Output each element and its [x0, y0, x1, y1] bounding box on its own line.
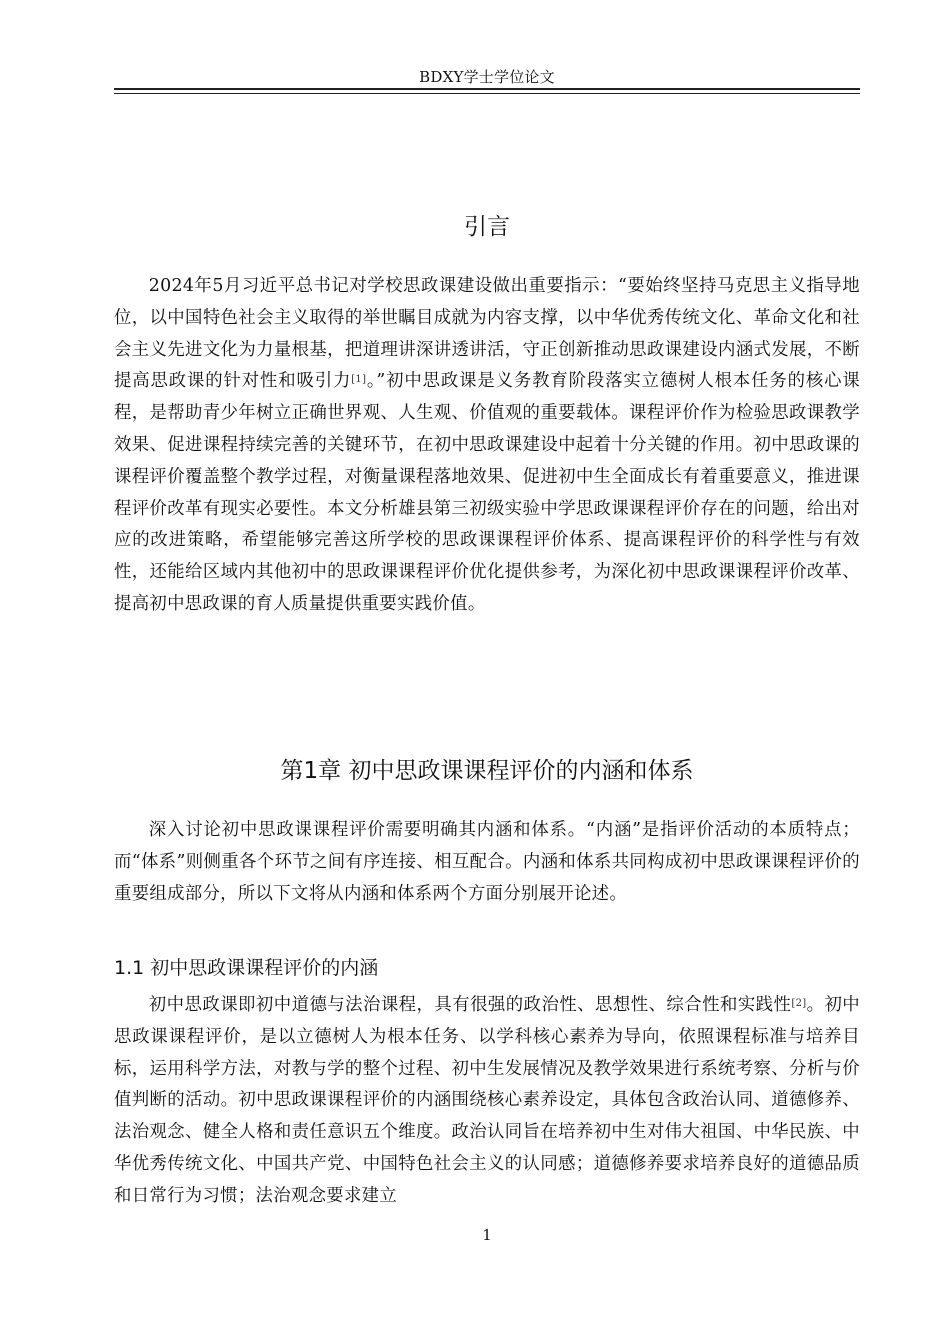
page-number: 1 — [482, 1226, 492, 1244]
intro-text-part2: 。”初中思政课是义务教育阶段落实立德树人根本任务的核心课程，是帮助青少年树立正确世界观、人生观、价值观的重要载体。课程评价作为检验思政课教学效果、促进课程持续完善的关键环节，在初中思政课建设中起着十分关键的作用。初中思政课的课程评价覆盖整个教学过程，对衡量课程落地效果、促进初中生全面成长有着重要意义，推进课程评价改革有现实必要性。本文分析雄县第三初级实验中学思政课课程评价存在的问题，给出对应的改进策略，希望能够完善这所学校的思政课课程评价体系、提高课程评价的科学性与有效性，还能给区域内其他初中的思政课课程评价优化提供参考，为深化初中思政课课程评价改革、提高初中思政课的育人质量提供重要实践价值。 — [114, 371, 861, 614]
chapter-1-paragraph: 深入讨论初中思政课课程评价需要明确其内涵和体系。“内涵”是指评价活动的本质特点；而“体系”则侧重各个环节之间有序连接、相互配合。内涵和体系共同构成初中思政课课程评价的重要组成部分，所以下文将从内涵和体系两个方面分别展开论述。 — [114, 820, 860, 904]
chapter-1-title: 第1章 初中思政课课程评价的内涵和体系 — [280, 758, 694, 784]
header-rule-thin — [114, 93, 860, 94]
running-header: BDXY学士学位论文 — [419, 68, 555, 86]
intro-title: 引言 — [464, 214, 510, 240]
section-text-part1: 初中思政课即初中道德与法治课程，具有很强的政治性、思想性、综合性和实践性 — [148, 995, 792, 1015]
citation-1: [1] — [351, 374, 367, 386]
section-text-part2: 。初中思政课课程评价，是以立德树人为根本任务、以学科核心素养为导向，依照课程标准与培养目标，运用科学方法，对教与学的整个过程、初中生发展情况及教学效果进行系统考察、分析与价值判断的活动。初中思政课课程评价的内涵围绕核心素养设定，具体包含政治认同、道德修养、法治观念、健全人格和责任意识五个维度。政治认同旨在培养初中生对伟大祖国、中华民族、中华优秀传统文化、中国共产党、中国特色社会主义的认同感；道德修养要求培养良好的道德品质和日常行为习惯；法治观念要求建立 — [114, 995, 861, 1206]
citation-2: [2] — [791, 998, 807, 1009]
header-rule-thick — [114, 88, 860, 90]
section-1-1-paragraph — [114, 990, 860, 1213]
section-1-1-title: 1.1 初中思政课课程评价的内涵 — [114, 957, 379, 979]
intro-paragraph — [114, 271, 860, 621]
intro-text-part1: 2024年5月习近平总书记对学校思政课建设做出重要指示：“要始终坚持马克思主义指导地位，以中国特色社会主义取得的举世瞩目成就为内容支撑，以中华优秀传统文化、革命文化和社会主义先进文化为力量根基，把道理讲深讲透讲活，守正创新推动思政课建设内涵式发展，不断提高思政课的针对性和吸引力 — [114, 276, 860, 392]
